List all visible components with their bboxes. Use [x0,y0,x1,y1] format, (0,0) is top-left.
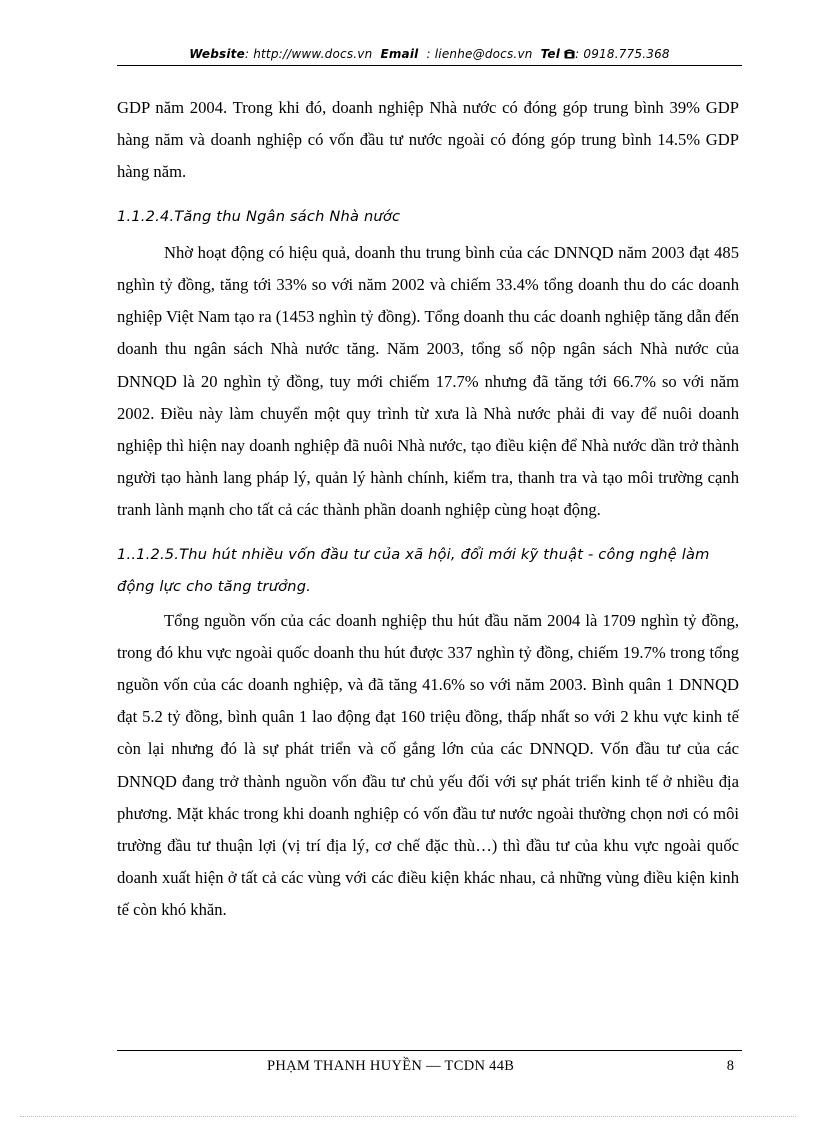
section-heading-1-1-2-4: 1.1.2.4.Tăng thu Ngân sách Nhà nước [117,207,401,225]
paragraph-2: Nhờ hoạt động có hiệu quả, doanh thu trung bình của các DNNQD năm 2003 đạt 485 nghìn tỷ đồng, tăng tới 33% so với năm 2002 và chiếm 33.4% tổng doanh thu do các doanh nghiệp Việt Nam tạo ra (1453 nghìn tỷ đồng). Tổng doanh thu các doanh nghiệp tăng dẫn đến doanh thu ngân sách Nhà nước tăng. Năm 2003, tổng số nộp ngân sách Nhà nước của DNNQD là 20 nghìn tỷ đồng, tuy mới chiếm 17.7% nhưng đã tăng tới 66.7% so với năm 2002. Điều này làm chuyển một quy trình từ xưa là Nhà nước phải đi vay để nuôi doanh nghiệp thì hiện nay doanh nghiệp đã nuôi Nhà nước, tạo điều kiện để Nhà nước dần trở thành người tạo hành lang pháp lý, quản lý hành chính, kiểm tra, thanh tra và tạo môi trường cạnh tranh lành mạnh cho tất cả các thành phần doanh nghiệp cùng hoạt động. [117,242,739,520]
tel-value: : 0918.775.368 [575,47,670,61]
tel-label: Tel [540,47,561,61]
website-value: : http://www.docs.vn [244,47,373,61]
email-value: : lienhe@docs.vn [426,47,533,61]
page-number: 8 [726,1058,734,1074]
footer-author: PHẠM THANH HUYỀN — TCDN 44B [267,1058,515,1074]
website-label: Website [189,47,245,61]
page-footer [117,1058,742,1082]
section-heading-1-1-2-5: 1..1.2.5.Thu hút nhiều vốn đầu tư của xã hội, đổi mới kỹ thuật - công nghệ làm động lực cho tăng trưởng. [117,545,710,595]
email-label: Email [380,47,419,61]
header-divider [117,65,742,66]
footer-divider [117,1050,742,1051]
paragraph-3: Tổng nguồn vốn của các doanh nghiệp thu hút đầu năm 2004 là 1709 nghìn tỷ đồng, trong đó khu vực ngoài quốc doanh thu hút được 337 nghìn tỷ đồng, chiếm 19.7% trong tổng nguồn vốn của các doanh nghiệp, và đã tăng 41.6% so với năm 2003. Bình quân 1 DNNQD đạt 5.2 tỷ đồng, bình quân 1 lao động đạt 160 triệu đồng, thấp nhất so với 2 khu vực kinh tế còn lại nhưng đó là sự phát triển và cố gắng lớn của các DNNQD. Vốn đầu tư của các DNNQD đang trở thành nguồn vốn đầu tư chủ yếu đối với sự phát triển kinh tế ở nhiều địa phương. Mặt khác trong khi doanh nghiệp có vốn đầu tư nước ngoài thường chọn nơi có môi trường đầu tư thuận lợi (vị trí địa lý, cơ chế đặc thù…) thì đầu tư của khu vực ngoài quốc doanh xuất hiện ở tất cả các vùng với các điều kiện khác nhau, cả những vùng điều kiện kinh tế còn khó khăn. [117,610,739,920]
page-bottom-border [20,1116,796,1117]
paragraph-1: GDP năm 2004. Trong khi đó, doanh nghiệp Nhà nước có đóng góp trung bình 39% GDP hàng năm và doanh nghiệp có vốn đầu tư nước ngoài có đóng góp trung bình 14.5% GDP hàng năm. [117,98,739,182]
telephone-icon [564,47,575,61]
document-body [117,92,739,927]
page-header [117,47,742,61]
